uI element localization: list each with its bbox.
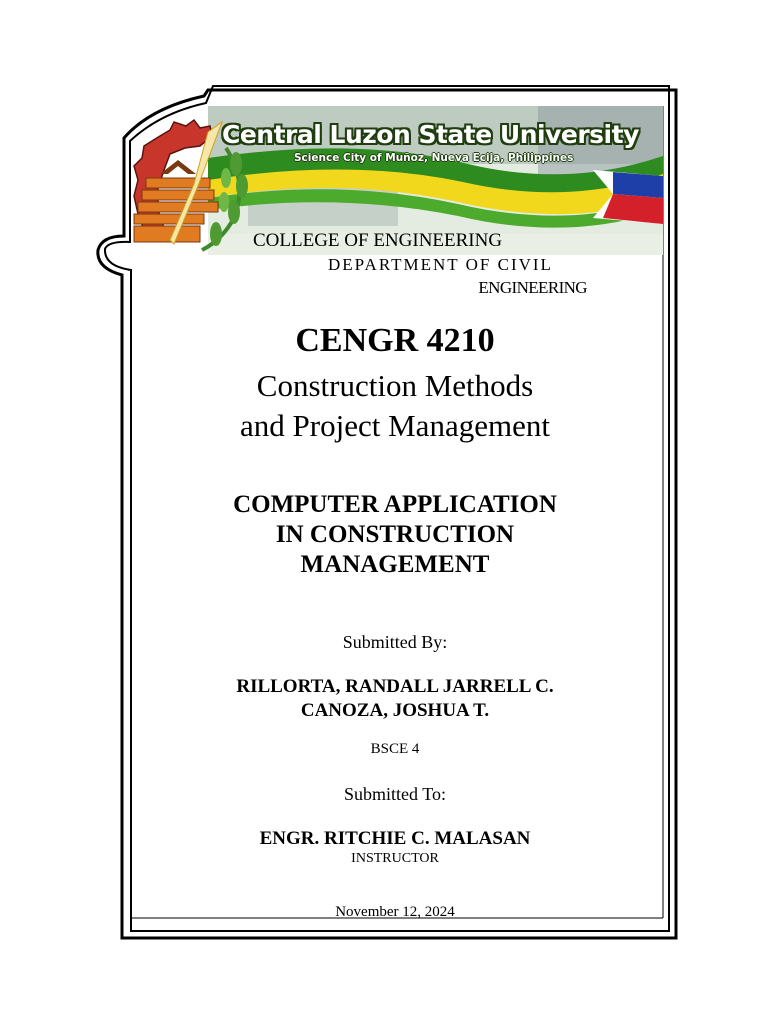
course-title-line1: Construction Methods (256, 368, 534, 403)
course-code: CENGR 4210 (295, 322, 495, 359)
instructor-name: ENGR. RITCHIE C. MALASAN (259, 828, 531, 849)
course-title-line2: and Project Management (240, 408, 550, 443)
report-title-line2: IN CONSTRUCTION (275, 521, 515, 548)
author-list (130, 675, 660, 723)
department-name-line2: ENGINEERING (478, 278, 587, 297)
submitted-by-label: Submitted By: (342, 632, 448, 652)
instructor-role: INSTRUCTOR (351, 851, 439, 866)
university-location: Science City of Muñoz, Nueva Ecija, Philippines (294, 152, 574, 164)
submission-date: November 12, 2024 (335, 904, 455, 920)
course-title (130, 366, 660, 446)
report-title (130, 490, 660, 580)
author-name: RILLORTA, RANDALL JARRELL C. (236, 676, 554, 697)
report-title-line1: COMPUTER APPLICATION (233, 491, 557, 518)
department-name-line1: DEPARTMENT OF CIVIL (328, 255, 553, 274)
university-name: Central Luzon State University (222, 120, 639, 149)
university-logo (130, 118, 255, 258)
college-name: COLLEGE OF ENGINEERING (253, 230, 503, 251)
report-title-line3: MANAGEMENT (300, 551, 490, 578)
author-name: CANOZA, JOSHUA T. (300, 700, 490, 721)
program-year: BSCE 4 (370, 741, 420, 757)
submitted-to-label: Submitted To: (344, 784, 446, 804)
